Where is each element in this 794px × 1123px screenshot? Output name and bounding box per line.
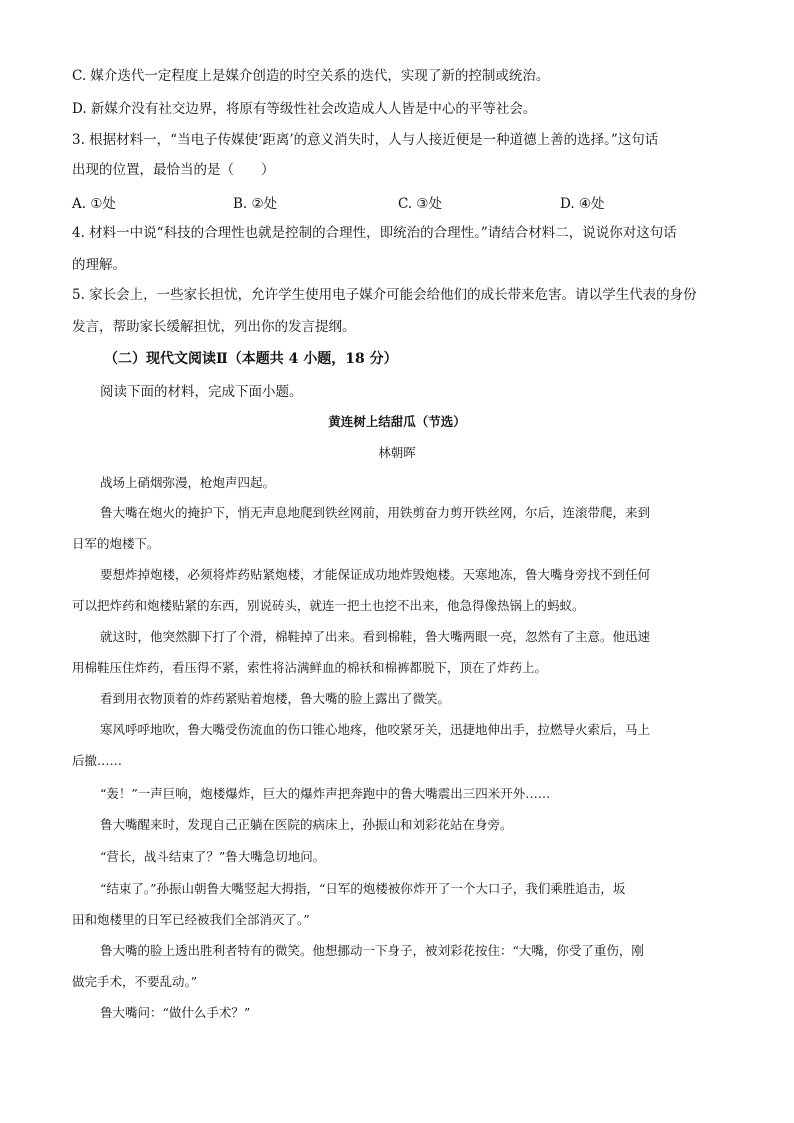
option-a-choice: A. ①处 — [72, 196, 116, 212]
story-line: 看到用衣物顶着的炸药紧贴着炮楼，鲁大嘴的脸上露出了微笑。 — [100, 691, 451, 706]
option-d: D. 新媒介没有社交边界，将原有等级性社会改造成人人皆是中心的平等社会。 — [72, 101, 537, 117]
option-c: C. 媒介迭代一定程度上是媒介创造的时空关系的迭代，实现了新的控制或统治。 — [72, 68, 550, 84]
story-line: “结束了。”孙振山朝鲁大嘴竖起大拇指，“日军的炮楼被你炸开了一个大口子，我们乘胜追击，坂 — [100, 881, 626, 896]
option-b-choice: B. ②处 — [233, 196, 278, 212]
story-line: 做完手术，不要乱动。” — [72, 974, 198, 989]
option-c-choice: C. ③处 — [398, 196, 443, 212]
question-5-line-1: 5. 家长会上，一些家长担忧，允许学生使用电子媒介可能会给他们的成长带来危害。请以学生代表的身份 — [72, 287, 697, 303]
option-d-choice: D. ④处 — [560, 196, 605, 212]
story-line: 鲁大嘴的脸上透出胜利者特有的微笑。他想挪动一下身子，被刘彩花按住：“大嘴，你受了重伤，刚 — [100, 943, 644, 958]
question-4-line-2: 的理解。 — [72, 257, 126, 273]
story-line: 可以把炸药和炮楼贴紧的东西，别说砖头，就连一把土也挖不出来，他急得像热锅上的蚂蚁。 — [72, 598, 585, 613]
question-5-line-2: 发言，帮助家长缓解担忧，列出你的发言提纲。 — [72, 319, 356, 335]
story-line: 鲁大嘴醒来时，发现自己正躺在医院的病床上，孙振山和刘彩花站在身旁。 — [100, 817, 513, 832]
question-3-options — [72, 192, 732, 212]
story-title: 黄连树上结甜瓜（节选） — [328, 414, 466, 429]
story-line: 用棉鞋压住炸药，看压得不紧，索性将沾满鲜血的棉袄和棉裤都脱下，顶在了炸药上。 — [72, 660, 548, 675]
story-line: 鲁大嘴在炮火的掩护下，悄无声息地爬到铁丝网前，用铁剪奋力剪开铁丝网，尔后，连滚带爬，来到 — [100, 505, 651, 520]
story-line: “营长，战斗结束了？”鲁大嘴急切地问。 — [100, 849, 326, 864]
story-line: 战场上硝烟弥漫，枪炮声四起。 — [100, 475, 276, 490]
story-line: 日军的炮楼下。 — [72, 536, 160, 551]
story-line: “轰！”一声巨响，炮楼爆炸，巨大的爆炸声把奔跑中的鲁大嘴震出三四米开外…… — [100, 786, 551, 801]
story-line: 要想炸掉炮楼，必须将炸药贴紧炮楼，才能保证成功地炸毁炮楼。天寒地冻，鲁大嘴身旁找不到任何 — [100, 567, 651, 582]
question-3-line-2: 出现的位置，最恰当的是（ ） — [72, 162, 275, 178]
story-line: 后撤…… — [72, 753, 123, 768]
story-line: 寒风呼呼地吹，鲁大嘴受伤流血的伤口锥心地疼，他咬紧牙关，迅捷地伸出手，拉燃导火索后，马上 — [100, 722, 651, 737]
story-author: 林朝晖 — [378, 445, 416, 460]
story-line: 鲁大嘴问：“做什么手术？” — [100, 1005, 251, 1020]
story-line: 田和炮楼里的日军已经被我们全部消灭了。” — [72, 912, 310, 927]
question-4-line-1: 4. 材料一中说“科技的合理性也就是控制的合理性，即统治的合理性。”请结合材料二，说说你对这句话 — [72, 225, 677, 241]
question-3-line-1: 3. 根据材料一，“当电子传媒使‘距离’的意义消失时，人与人接近便是一种道德上善的选择。”这句话 — [72, 132, 659, 148]
section-intro: 阅读下面的材料，完成下面小题。 — [100, 384, 303, 400]
section-heading: （二）现代文阅读Ⅱ（本题共 4 小题，18 分） — [104, 351, 398, 367]
story-line: 就这时，他突然脚下打了个滑，棉鞋掉了出来。看到棉鞋，鲁大嘴两眼一亮，忽然有了主意。他迅速 — [100, 629, 651, 644]
